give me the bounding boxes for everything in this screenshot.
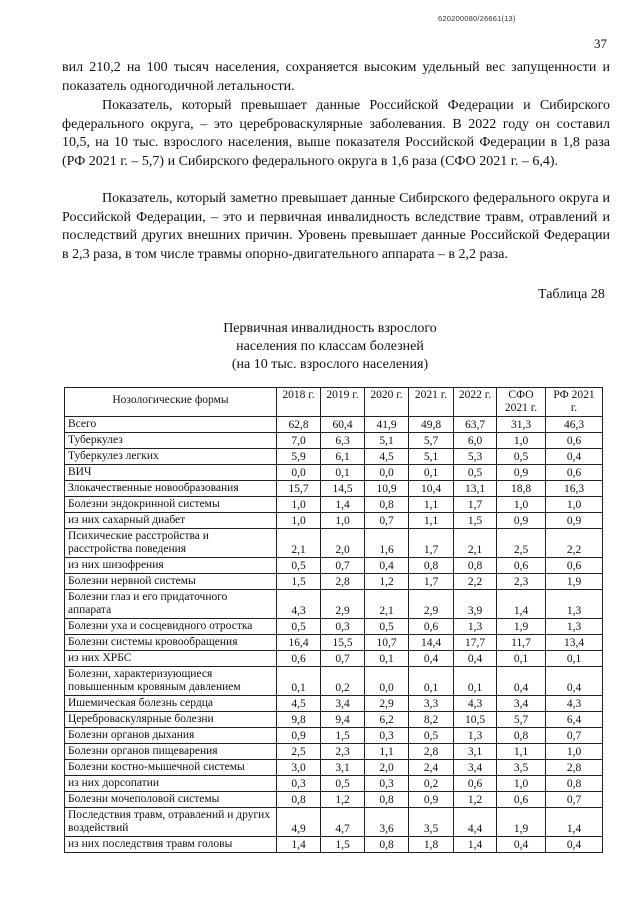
table-cell: 0,3 bbox=[365, 776, 409, 792]
column-header: СФО 2021 г. bbox=[497, 388, 546, 417]
table-cell: 16,4 bbox=[277, 635, 321, 651]
table-cell: 1,5 bbox=[321, 728, 365, 744]
table-row bbox=[65, 449, 603, 465]
table-cell: 0,4 bbox=[497, 667, 546, 696]
table-cell: 3,5 bbox=[409, 808, 454, 837]
table-cell: 1,1 bbox=[497, 744, 546, 760]
table-cell: 6,3 bbox=[321, 433, 365, 449]
table-cell: 7,0 bbox=[277, 433, 321, 449]
table-row bbox=[65, 529, 603, 558]
table-cell: 1,9 bbox=[546, 574, 603, 590]
table-cell: 0,4 bbox=[546, 667, 603, 696]
table-cell: 1,1 bbox=[409, 513, 454, 529]
table-cell: 10,4 bbox=[409, 481, 454, 497]
table-cell: 2,0 bbox=[365, 760, 409, 776]
table-cell: 13,1 bbox=[454, 481, 497, 497]
table-cell: 0,1 bbox=[454, 667, 497, 696]
table-row bbox=[65, 619, 603, 635]
table-cell: 6,4 bbox=[546, 712, 603, 728]
table-cell: 3,6 bbox=[365, 808, 409, 837]
table-cell: 4,3 bbox=[546, 696, 603, 712]
table-cell: 0,1 bbox=[409, 667, 454, 696]
row-label: Болезни, характеризующиеся повышенным кровяным давлением bbox=[65, 667, 277, 696]
row-label: Болезни органов дыхания bbox=[65, 728, 277, 744]
table-row bbox=[65, 808, 603, 837]
table-cell: 0,1 bbox=[497, 651, 546, 667]
table-cell: 0,7 bbox=[321, 651, 365, 667]
column-header: 2021 г. bbox=[409, 388, 454, 417]
table-cell: 1,2 bbox=[454, 792, 497, 808]
table-cell: 1,4 bbox=[497, 590, 546, 619]
table-cell: 4,9 bbox=[277, 808, 321, 837]
table-cell: 2,9 bbox=[321, 590, 365, 619]
table-cell: 1,5 bbox=[277, 574, 321, 590]
table-title-line: населения по классам болезней bbox=[236, 339, 424, 354]
table-cell: 0,6 bbox=[546, 433, 603, 449]
table-cell: 10,9 bbox=[365, 481, 409, 497]
table-cell: 2,5 bbox=[277, 744, 321, 760]
column-header: РФ 2021 г. bbox=[546, 388, 603, 417]
table-cell: 0,0 bbox=[365, 465, 409, 481]
row-label: Болезни уха и сосцевидного отростка bbox=[65, 619, 277, 635]
table-cell: 0,7 bbox=[546, 728, 603, 744]
table-cell: 3,4 bbox=[321, 696, 365, 712]
table-cell: 2,8 bbox=[321, 574, 365, 590]
table-row bbox=[65, 433, 603, 449]
table-cell: 1,8 bbox=[409, 837, 454, 853]
table-cell: 1,9 bbox=[497, 808, 546, 837]
paragraph-3: Показатель, который заметно превышает данные Сибирского федерального округа и Российской Федерации, – это и первичная инвалидность вследствие травм, отравлений и последствий других внешних причин. Уровень превышает данные Российской Федерации в 2,3 раза, в том числе травмы опорно-двигательного аппарата – в 2,2 раза. bbox=[62, 191, 610, 262]
table-cell: 2,9 bbox=[409, 590, 454, 619]
row-label: Болезни органов пищеварения bbox=[65, 744, 277, 760]
table-cell: 3,0 bbox=[277, 760, 321, 776]
table-cell: 10,7 bbox=[365, 635, 409, 651]
table-cell: 0,8 bbox=[546, 776, 603, 792]
table-cell: 60,4 bbox=[321, 417, 365, 433]
table-cell: 63,7 bbox=[454, 417, 497, 433]
table-cell: 0,1 bbox=[546, 651, 603, 667]
table-cell: 0,0 bbox=[277, 465, 321, 481]
row-label: из них шизофрения bbox=[65, 558, 277, 574]
table-cell: 13,4 bbox=[546, 635, 603, 651]
table-cell: 5,7 bbox=[409, 433, 454, 449]
table-cell: 0,0 bbox=[365, 667, 409, 696]
table-cell: 0,5 bbox=[277, 558, 321, 574]
table-cell: 1,5 bbox=[454, 513, 497, 529]
table-cell: 1,4 bbox=[321, 497, 365, 513]
table-cell: 0,5 bbox=[409, 728, 454, 744]
table-cell: 2,3 bbox=[497, 574, 546, 590]
table-row bbox=[65, 837, 603, 853]
table-cell: 0,9 bbox=[409, 792, 454, 808]
table-row bbox=[65, 651, 603, 667]
table-cell: 0,8 bbox=[454, 558, 497, 574]
table-cell: 1,1 bbox=[409, 497, 454, 513]
table-cell: 3,5 bbox=[497, 760, 546, 776]
table-cell: 0,3 bbox=[277, 776, 321, 792]
table-title bbox=[180, 320, 480, 374]
column-header: 2018 г. bbox=[277, 388, 321, 417]
table-cell: 0,3 bbox=[321, 619, 365, 635]
row-label: Болезни системы кровообращения bbox=[65, 635, 277, 651]
table-cell: 0,6 bbox=[409, 619, 454, 635]
table-cell: 5,1 bbox=[409, 449, 454, 465]
table-cell: 0,4 bbox=[409, 651, 454, 667]
table-cell: 1,7 bbox=[454, 497, 497, 513]
table-row bbox=[65, 667, 603, 696]
column-header: Нозологические формы bbox=[65, 388, 277, 417]
table-label: Таблица 28 bbox=[538, 287, 605, 302]
table-cell: 1,4 bbox=[454, 837, 497, 853]
table-cell: 3,1 bbox=[321, 760, 365, 776]
table-cell: 1,0 bbox=[546, 497, 603, 513]
table-cell: 1,0 bbox=[497, 433, 546, 449]
table-cell: 2,0 bbox=[321, 529, 365, 558]
table-cell: 0,5 bbox=[497, 449, 546, 465]
table-cell: 0,4 bbox=[454, 651, 497, 667]
table-cell: 0,8 bbox=[277, 792, 321, 808]
table-cell: 0,6 bbox=[497, 792, 546, 808]
table-cell: 0,2 bbox=[409, 776, 454, 792]
page-number: 37 bbox=[594, 36, 607, 51]
table-cell: 2,1 bbox=[454, 529, 497, 558]
table-cell: 0,1 bbox=[365, 651, 409, 667]
table-cell: 49,8 bbox=[409, 417, 454, 433]
table-cell: 0,5 bbox=[365, 619, 409, 635]
table-cell: 0,4 bbox=[497, 837, 546, 853]
table-cell: 0,8 bbox=[365, 792, 409, 808]
disability-table bbox=[64, 387, 603, 853]
table-cell: 0,4 bbox=[365, 558, 409, 574]
table-cell: 1,3 bbox=[546, 619, 603, 635]
table-cell: 2,9 bbox=[365, 696, 409, 712]
table-cell: 0,7 bbox=[321, 558, 365, 574]
table-cell: 9,4 bbox=[321, 712, 365, 728]
table-cell: 0,9 bbox=[497, 513, 546, 529]
table-cell: 1,2 bbox=[365, 574, 409, 590]
table-cell: 5,9 bbox=[277, 449, 321, 465]
table-cell: 0,1 bbox=[277, 667, 321, 696]
table-cell: 0,8 bbox=[365, 837, 409, 853]
row-label: из них последствия травм головы bbox=[65, 837, 277, 853]
table-cell: 0,8 bbox=[365, 497, 409, 513]
table-cell: 2,8 bbox=[409, 744, 454, 760]
table-cell: 3,9 bbox=[454, 590, 497, 619]
table-cell: 10,5 bbox=[454, 712, 497, 728]
table-row bbox=[65, 574, 603, 590]
table-cell: 0,8 bbox=[409, 558, 454, 574]
table-cell: 2,8 bbox=[546, 760, 603, 776]
table-cell: 5,1 bbox=[365, 433, 409, 449]
table-cell: 0,1 bbox=[321, 465, 365, 481]
row-label: из них ХРБС bbox=[65, 651, 277, 667]
table-row bbox=[65, 760, 603, 776]
row-label: Ишемическая болезнь сердца bbox=[65, 696, 277, 712]
table-title-line: Первичная инвалидность взрослого bbox=[223, 321, 437, 336]
table-cell: 0,7 bbox=[365, 513, 409, 529]
table-cell: 4,3 bbox=[277, 590, 321, 619]
table-row bbox=[65, 776, 603, 792]
table-cell: 1,7 bbox=[409, 574, 454, 590]
row-label: Злокачественные новообразования bbox=[65, 481, 277, 497]
table-row bbox=[65, 744, 603, 760]
table-cell: 17,7 bbox=[454, 635, 497, 651]
table-cell: 0,6 bbox=[546, 558, 603, 574]
table-row bbox=[65, 792, 603, 808]
row-label: Цереброваскулярные болезни bbox=[65, 712, 277, 728]
table-cell: 0,2 bbox=[321, 667, 365, 696]
table-cell: 0,9 bbox=[546, 513, 603, 529]
table-cell: 2,5 bbox=[497, 529, 546, 558]
table-cell: 9,8 bbox=[277, 712, 321, 728]
row-label: Болезни костно-мышечной системы bbox=[65, 760, 277, 776]
table-cell: 1,0 bbox=[277, 497, 321, 513]
table-row bbox=[65, 728, 603, 744]
row-label: Всего bbox=[65, 417, 277, 433]
table-cell: 0,9 bbox=[277, 728, 321, 744]
row-label: из них дорсопатии bbox=[65, 776, 277, 792]
table-cell: 31,3 bbox=[497, 417, 546, 433]
column-header: 2019 г. bbox=[321, 388, 365, 417]
column-header: 2022 г. bbox=[454, 388, 497, 417]
table-cell: 14,4 bbox=[409, 635, 454, 651]
column-header: 2020 г. bbox=[365, 388, 409, 417]
table-cell: 4,4 bbox=[454, 808, 497, 837]
table-cell: 1,4 bbox=[546, 808, 603, 837]
table-cell: 4,5 bbox=[365, 449, 409, 465]
table-cell: 1,0 bbox=[321, 513, 365, 529]
table-cell: 5,3 bbox=[454, 449, 497, 465]
table-cell: 4,3 bbox=[454, 696, 497, 712]
table-cell: 0,3 bbox=[365, 728, 409, 744]
table-cell: 16,3 bbox=[546, 481, 603, 497]
table-cell: 1,6 bbox=[365, 529, 409, 558]
table-cell: 0,1 bbox=[409, 465, 454, 481]
table-cell: 1,4 bbox=[277, 837, 321, 853]
table-cell: 3,3 bbox=[409, 696, 454, 712]
table-cell: 1,9 bbox=[497, 619, 546, 635]
row-label: Болезни эндокринной системы bbox=[65, 497, 277, 513]
row-label: из них сахарный диабет bbox=[65, 513, 277, 529]
row-label: Последствия травм, отравлений и других воздействий bbox=[65, 808, 277, 837]
table-row bbox=[65, 712, 603, 728]
table-cell: 0,6 bbox=[497, 558, 546, 574]
table-cell: 15,5 bbox=[321, 635, 365, 651]
table-cell: 2,3 bbox=[321, 744, 365, 760]
table-cell: 0,6 bbox=[546, 465, 603, 481]
table-cell: 3,4 bbox=[454, 760, 497, 776]
table-cell: 0,5 bbox=[454, 465, 497, 481]
table-row bbox=[65, 635, 603, 651]
table-cell: 14,5 bbox=[321, 481, 365, 497]
table-cell: 1,0 bbox=[497, 497, 546, 513]
table-cell: 11,7 bbox=[497, 635, 546, 651]
table-cell: 0,9 bbox=[497, 465, 546, 481]
table-cell: 62,8 bbox=[277, 417, 321, 433]
document-id: 620200080/26661(13) bbox=[438, 14, 516, 23]
table-row bbox=[65, 481, 603, 497]
table-cell: 1,1 bbox=[365, 744, 409, 760]
table-cell: 46,3 bbox=[546, 417, 603, 433]
table-cell: 4,7 bbox=[321, 808, 365, 837]
table-row bbox=[65, 590, 603, 619]
row-label: Психические расстройства и расстройства поведения bbox=[65, 529, 277, 558]
paragraph-2: Показатель, который превышает данные Российской Федерации и Сибирского федерального округа, – это цереброваскулярные заболевания. В 2022 году он составил 10,5, на 10 тыс. взрослого населения, выше показателя Российской Федерации в 1,8 раза (РФ 2021 г. – 5,7) и Сибирского федерального округа в 1,6 раза (СФО 2021 г. – 6,4). bbox=[62, 98, 610, 169]
row-label: Туберкулез bbox=[65, 433, 277, 449]
table-row bbox=[65, 558, 603, 574]
table-cell: 1,0 bbox=[277, 513, 321, 529]
row-label: Болезни мочеполовой системы bbox=[65, 792, 277, 808]
table-header-row bbox=[65, 388, 603, 417]
table-cell: 2,2 bbox=[454, 574, 497, 590]
table-cell: 0,5 bbox=[277, 619, 321, 635]
table-cell: 1,2 bbox=[321, 792, 365, 808]
table-cell: 4,5 bbox=[277, 696, 321, 712]
table-cell: 18,8 bbox=[497, 481, 546, 497]
table-cell: 6,2 bbox=[365, 712, 409, 728]
table-row bbox=[65, 417, 603, 433]
table-cell: 0,4 bbox=[546, 837, 603, 853]
table-cell: 2,1 bbox=[277, 529, 321, 558]
table-cell: 2,4 bbox=[409, 760, 454, 776]
table-cell: 0,5 bbox=[321, 776, 365, 792]
table-cell: 0,6 bbox=[277, 651, 321, 667]
table-cell: 3,4 bbox=[497, 696, 546, 712]
table-cell: 1,0 bbox=[497, 776, 546, 792]
table-cell: 1,7 bbox=[409, 529, 454, 558]
table-cell: 0,7 bbox=[546, 792, 603, 808]
table-cell: 15,7 bbox=[277, 481, 321, 497]
table-cell: 5,7 bbox=[497, 712, 546, 728]
row-label: ВИЧ bbox=[65, 465, 277, 481]
table-cell: 6,1 bbox=[321, 449, 365, 465]
table-cell: 8,2 bbox=[409, 712, 454, 728]
table-row bbox=[65, 497, 603, 513]
table-cell: 2,1 bbox=[365, 590, 409, 619]
table-row bbox=[65, 696, 603, 712]
table-cell: 0,4 bbox=[546, 449, 603, 465]
table-cell: 6,0 bbox=[454, 433, 497, 449]
table-row bbox=[65, 465, 603, 481]
table-cell: 2,2 bbox=[546, 529, 603, 558]
table-cell: 1,3 bbox=[546, 590, 603, 619]
row-label: Болезни глаз и его придаточного аппарата bbox=[65, 590, 277, 619]
table-cell: 0,8 bbox=[497, 728, 546, 744]
table-title-line: (на 10 тыс. взрослого населения) bbox=[231, 357, 429, 372]
table-cell: 1,3 bbox=[454, 728, 497, 744]
table-cell: 1,3 bbox=[454, 619, 497, 635]
table-cell: 0,6 bbox=[454, 776, 497, 792]
table-cell: 1,5 bbox=[321, 837, 365, 853]
table-row bbox=[65, 513, 603, 529]
table-cell: 41,9 bbox=[365, 417, 409, 433]
table-cell: 3,1 bbox=[454, 744, 497, 760]
row-label: Болезни нервной системы bbox=[65, 574, 277, 590]
table-cell: 1,0 bbox=[546, 744, 603, 760]
row-label: Туберкулез легких bbox=[65, 449, 277, 465]
paragraph-1: вил 210,2 на 100 тысяч населения, сохраняется высоким удельный вес запущенности и показатель одногодичной летальности. bbox=[62, 60, 610, 94]
